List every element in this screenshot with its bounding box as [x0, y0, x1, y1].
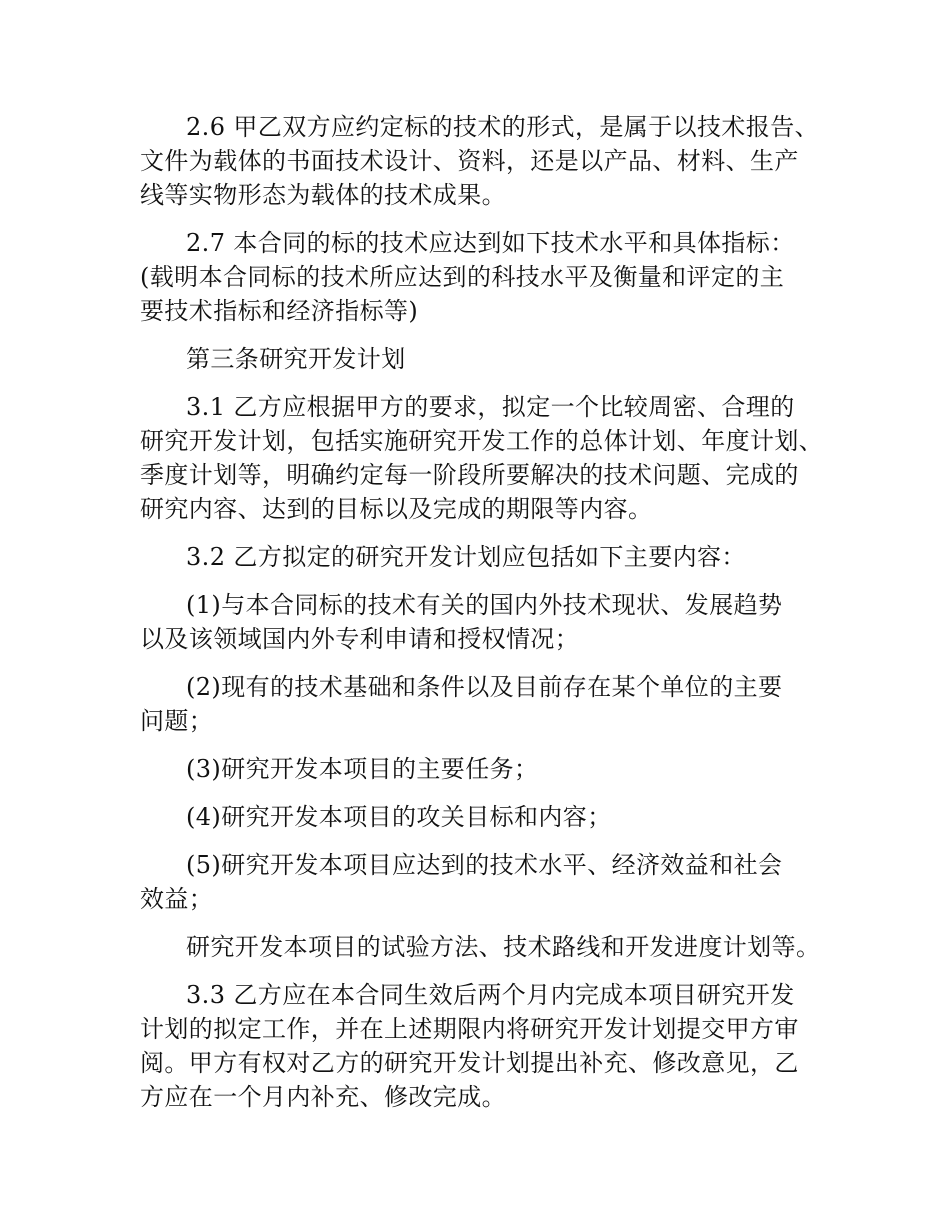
text-line: 问题； — [140, 707, 214, 735]
text-line: 2.6 甲乙双方应约定标的技术的形式，是属于以技术报告、 — [186, 113, 819, 141]
text-line: 研究开发本项目的试验方法、技术路线和开发进度计划等。 — [186, 933, 821, 961]
text-line: 要技术指标和经济指标等) — [140, 297, 419, 325]
text-line: (载明本合同标的技术所应达到的科技水平及衡量和评定的主 — [140, 263, 785, 291]
document-body — [140, 110, 830, 1128]
text-line: 3.1 乙方应根据甲方的要求，拟定一个比较周密、合理的 — [186, 393, 795, 421]
clause-2-7 — [140, 226, 830, 328]
text-line: (2)现有的技术基础和条件以及目前存在某个单位的主要 — [186, 673, 783, 701]
text-line: (1)与本合同标的技术有关的国内外技术现状、发展趋势 — [186, 591, 783, 619]
clause-3-3 — [140, 978, 830, 1114]
section-heading: 第三条研究开发计划 — [186, 345, 406, 373]
text-line: 3.2 乙方拟定的研究开发计划应包括如下主要内容： — [186, 543, 746, 571]
list-item-5 — [140, 848, 830, 916]
clause-2-6 — [140, 110, 830, 212]
text-line: 研究开发计划，包括实施研究开发工作的总体计划、年度计划、 — [140, 427, 824, 455]
clause-3-1 — [140, 390, 830, 526]
research-methods-paragraph — [140, 930, 830, 964]
text-line: 2.7 本合同的标的技术应达到如下技术水平和具体指标： — [186, 229, 795, 257]
text-line: 效益； — [140, 885, 214, 913]
text-line: 阅。甲方有权对乙方的研究开发计划提出补充、修改意见，乙 — [140, 1049, 799, 1077]
text-line: 以及该领域国内外专利申请和授权情况； — [140, 625, 580, 653]
clause-3-2 — [140, 540, 830, 574]
text-line: 研究内容、达到的目标以及完成的期限等内容。 — [140, 495, 653, 523]
article-3-heading — [140, 342, 830, 376]
text-line: 方应在一个月内补充、修改完成。 — [140, 1083, 506, 1111]
text-line: 线等实物形态为载体的技术成果。 — [140, 181, 506, 209]
list-item-3 — [140, 752, 830, 786]
list-item-4 — [140, 800, 830, 834]
text-line: 计划的拟定工作，并在上述期限内将研究开发计划提交甲方审 — [140, 1015, 799, 1043]
text-line: 季度计划等，明确约定每一阶段所要解决的技术问题、完成的 — [140, 461, 799, 489]
text-line: 3.3 乙方应在本合同生效后两个月内完成本项目研究开发 — [186, 981, 795, 1009]
list-item-1 — [140, 588, 830, 656]
list-item-2 — [140, 670, 830, 738]
text-line: (3)研究开发本项目的主要任务； — [186, 755, 539, 783]
text-line: (4)研究开发本项目的攻关目标和内容； — [186, 803, 612, 831]
text-line: (5)研究开发本项目应达到的技术水平、经济效益和社会 — [186, 851, 783, 879]
text-line: 文件为载体的书面技术设计、资料，还是以产品、材料、生产 — [140, 147, 799, 175]
